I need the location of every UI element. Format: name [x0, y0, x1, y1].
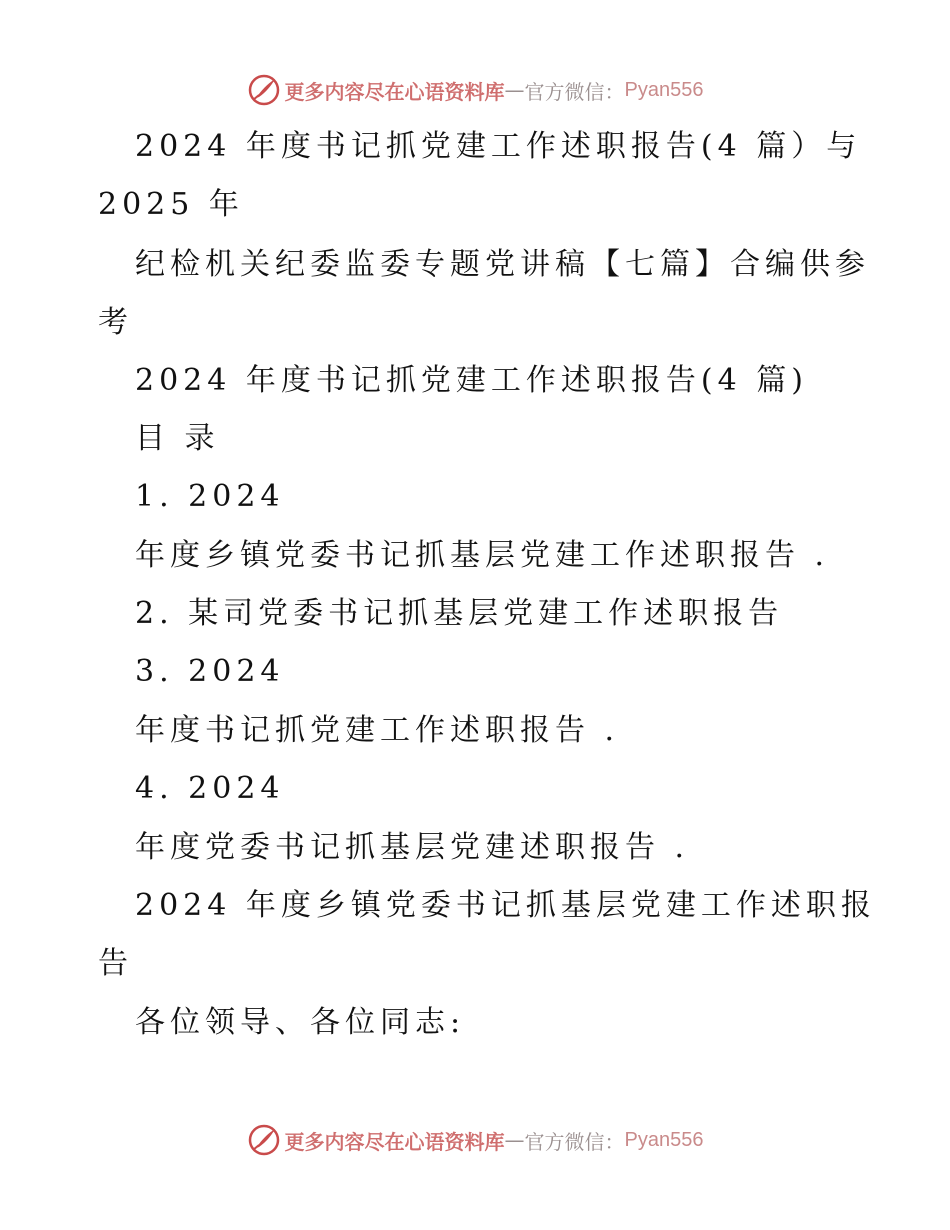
- toc-heading: 目 录: [135, 421, 220, 456]
- doc-subtitle: 2024 年度书记抓党建工作述职报告(4 篇): [135, 363, 808, 398]
- toc-item: 年度书记抓党建工作述职报告 .: [135, 713, 620, 748]
- section-title-line-1: 2024 年度乡镇党委书记抓基层党建工作述职报: [135, 888, 876, 923]
- wechat-id: Pyan556: [624, 1128, 704, 1151]
- greeting: 各位领导、各位同志:: [135, 1005, 466, 1040]
- promo-text: 更多内容尽在心语资料库: [284, 1129, 505, 1154]
- banner-dash: —: [504, 78, 525, 102]
- promo-text: 更多内容尽在心语资料库: [284, 79, 505, 104]
- toc-item: 4. 2024: [135, 771, 285, 806]
- feather-pen-logo-icon: [247, 73, 281, 107]
- header-banner: [0, 70, 950, 110]
- toc-item: 年度党委书记抓基层党建述职报告 .: [135, 830, 690, 865]
- doc-title-line-3: 纪检机关纪委监委专题党讲稿【七篇】合编供参: [135, 247, 870, 282]
- footer-banner: [0, 1120, 950, 1160]
- wechat-label: 官方微信：: [524, 79, 625, 104]
- wechat-label: 官方微信：: [524, 1129, 625, 1154]
- toc-item: 年度乡镇党委书记抓基层党建工作述职报告 .: [135, 538, 830, 573]
- doc-title-line-2: 2025 年: [98, 187, 244, 222]
- toc-item: 3. 2024: [135, 654, 285, 689]
- doc-title-line-4: 考: [98, 305, 133, 340]
- feather-pen-logo-icon: [247, 1123, 281, 1157]
- wechat-id: Pyan556: [624, 78, 704, 101]
- banner-dash: —: [504, 1128, 525, 1152]
- doc-title-line-1: 2024 年度书记抓党建工作述职报告(4 篇）与: [135, 129, 862, 164]
- toc-item: 1. 2024: [135, 479, 285, 514]
- toc-item: 2. 某司党委书记抓基层党建工作述职报告: [135, 596, 784, 631]
- section-title-line-2: 告: [98, 946, 133, 981]
